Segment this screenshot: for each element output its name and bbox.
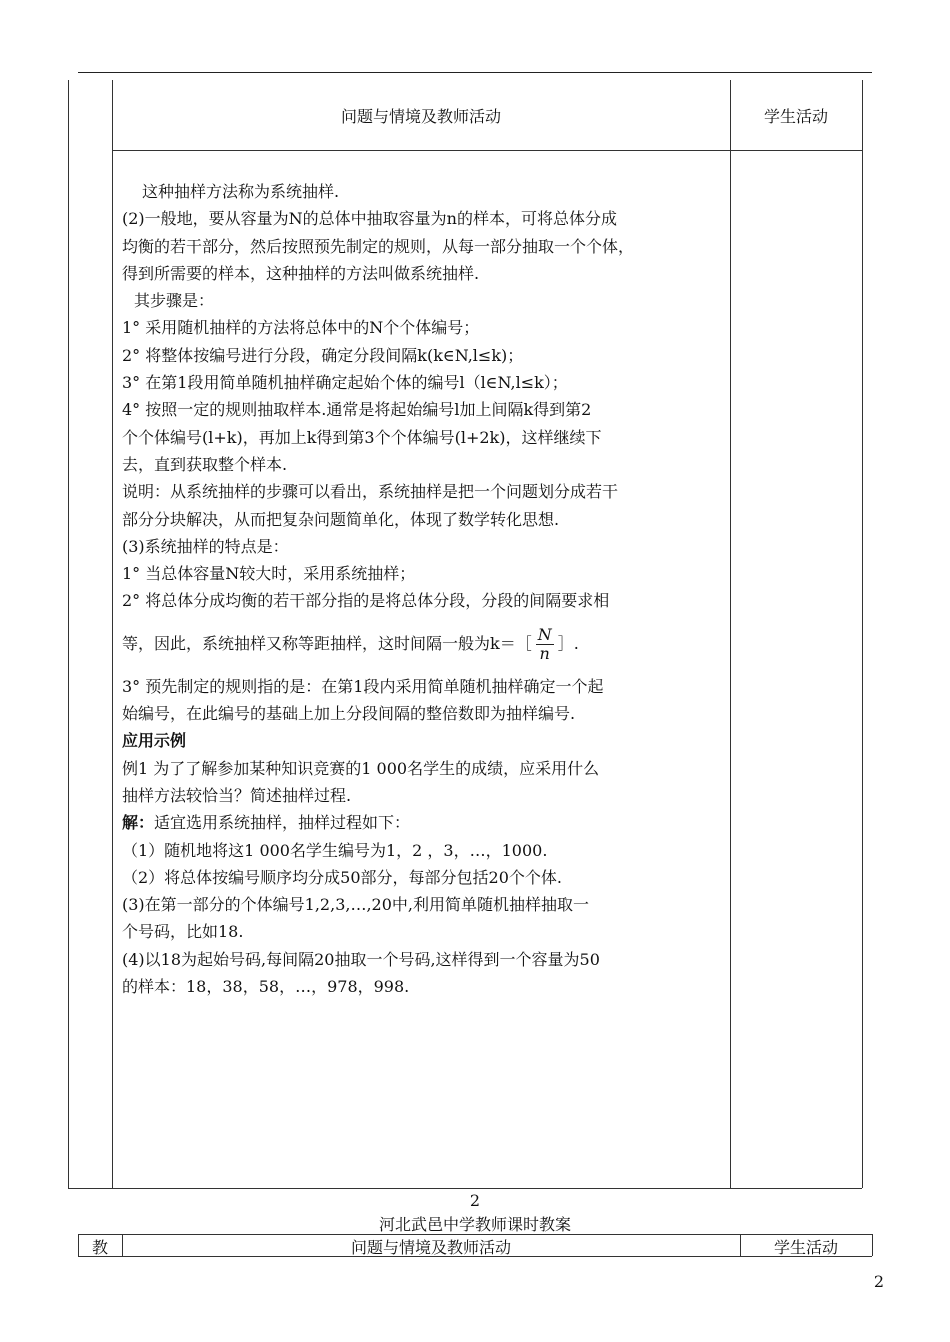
table-border-left bbox=[68, 80, 69, 1188]
text-line: 个号码，比如18. bbox=[122, 922, 244, 942]
lesson-content bbox=[122, 178, 722, 1000]
page-number-corner: 2 bbox=[873, 1272, 884, 1291]
text-line: 始编号，在此编号的基础上加上分段间隔的整倍数即为抽样编号. bbox=[122, 704, 576, 724]
text-line: 得到所需要的样本，这种抽样的方法叫做系统抽样. bbox=[122, 263, 480, 283]
next-row-border-right bbox=[872, 1234, 873, 1256]
text-line: 4° 按照一定的规则抽取样本.通常是将起始编号l加上间隔k得到第2 bbox=[122, 400, 592, 420]
text-line: 2° 将总体分成均衡的若干部分指的是将总体分段，分段的间隔要求相 bbox=[122, 591, 610, 611]
next-col-1: 教 bbox=[91, 1238, 108, 1257]
text-line: (3)系统抽样的特点是： bbox=[122, 536, 289, 556]
text-line: 均衡的若干部分，然后按照预先制定的规则，从每一部分抽取一个个体， bbox=[122, 236, 635, 256]
text-line: 说明：从系统抽样的步骤可以看出，系统抽样是把一个问题划分成若干 bbox=[122, 482, 619, 502]
text-line: （1）随机地将这1 000名学生编号为1，2 ，3，…，1000. bbox=[122, 840, 548, 860]
text-line: （2）将总体按编号顺序均分成50部分，每部分包括20个个体. bbox=[122, 867, 562, 887]
header-row-rule bbox=[112, 150, 862, 151]
next-col-2: 问题与情境及教师活动 bbox=[350, 1238, 511, 1257]
fraction-denominator: n bbox=[539, 643, 550, 663]
text-line: 抽样方法较恰当？简述抽样过程. bbox=[122, 785, 352, 805]
text-line: (3)在第一部分的个体编号1,2,3,…,20中,利用简单随机抽样抽取一 bbox=[122, 895, 589, 915]
text-line: 这种抽样方法称为系统抽样. bbox=[142, 182, 340, 201]
fraction-numerator: N bbox=[537, 624, 552, 644]
top-rule bbox=[78, 72, 872, 73]
page-number-center: 2 bbox=[469, 1191, 481, 1210]
fraction-N-over-n bbox=[536, 626, 554, 663]
text-segment: 等，因此，系统抽样又称等距抽样，这时间隔一般为k＝［ bbox=[122, 633, 532, 653]
text-line: 例1 为了了解参加某种知识竞赛的1 000名学生的成绩，应采用什么 bbox=[122, 758, 600, 778]
header-side: 学生活动 bbox=[763, 107, 828, 126]
text-line: 去，直到获取整个样本. bbox=[122, 454, 288, 474]
text-line: 3° 在第1段用简单随机抽样确定起始个体的编号l（l∈N,l≤k）； bbox=[122, 373, 568, 393]
table-divider-2 bbox=[730, 80, 731, 1188]
text-line: 部分分块解决，从而把复杂问题简单化，体现了数学转化思想. bbox=[122, 509, 560, 529]
header-main: 问题与情境及教师活动 bbox=[340, 107, 501, 126]
text-line: 的样本：18，38，58，…，978，998. bbox=[122, 977, 410, 997]
text-line: 个个体编号(l+k)，再加上k得到第3个个体编号(l+2k)，这样继续下 bbox=[122, 427, 602, 447]
text-line: 3° 预先制定的规则指的是：在第1段内采用简单随机抽样确定一个起 bbox=[122, 676, 604, 696]
text-line: 2° 将整体按编号进行分段，确定分段间隔k(k∈N,l≤k)； bbox=[122, 345, 524, 365]
table-border-right bbox=[862, 80, 863, 1188]
text-line: (2)一般地，要从容量为N的总体中抽取容量为n的样本，可将总体分成 bbox=[122, 209, 617, 229]
text-line: (4)以18为起始号码,每间隔20抽取一个号码,这样得到一个容量为50 bbox=[122, 949, 600, 969]
text-line: 1° 采用随机抽样的方法将总体中的N个个体编号； bbox=[122, 318, 480, 338]
section-heading: 应用示例 bbox=[122, 731, 187, 751]
text-line: 其步骤是： bbox=[134, 291, 215, 311]
text-line: 1° 当总体容量N较大时，采用系统抽样； bbox=[122, 564, 416, 584]
table-divider-1 bbox=[112, 80, 113, 1188]
school-title: 河北武邑中学教师课时教案 bbox=[378, 1215, 571, 1234]
solution-label: 解： bbox=[122, 813, 155, 833]
text-segment: 适宜选用系统抽样，抽样过程如下： bbox=[154, 813, 411, 833]
solution-line bbox=[122, 809, 722, 836]
formula-line bbox=[122, 615, 722, 673]
next-col-3: 学生活动 bbox=[773, 1238, 838, 1257]
text-segment: ］. bbox=[557, 633, 579, 653]
table-bottom-rule bbox=[68, 1188, 862, 1189]
